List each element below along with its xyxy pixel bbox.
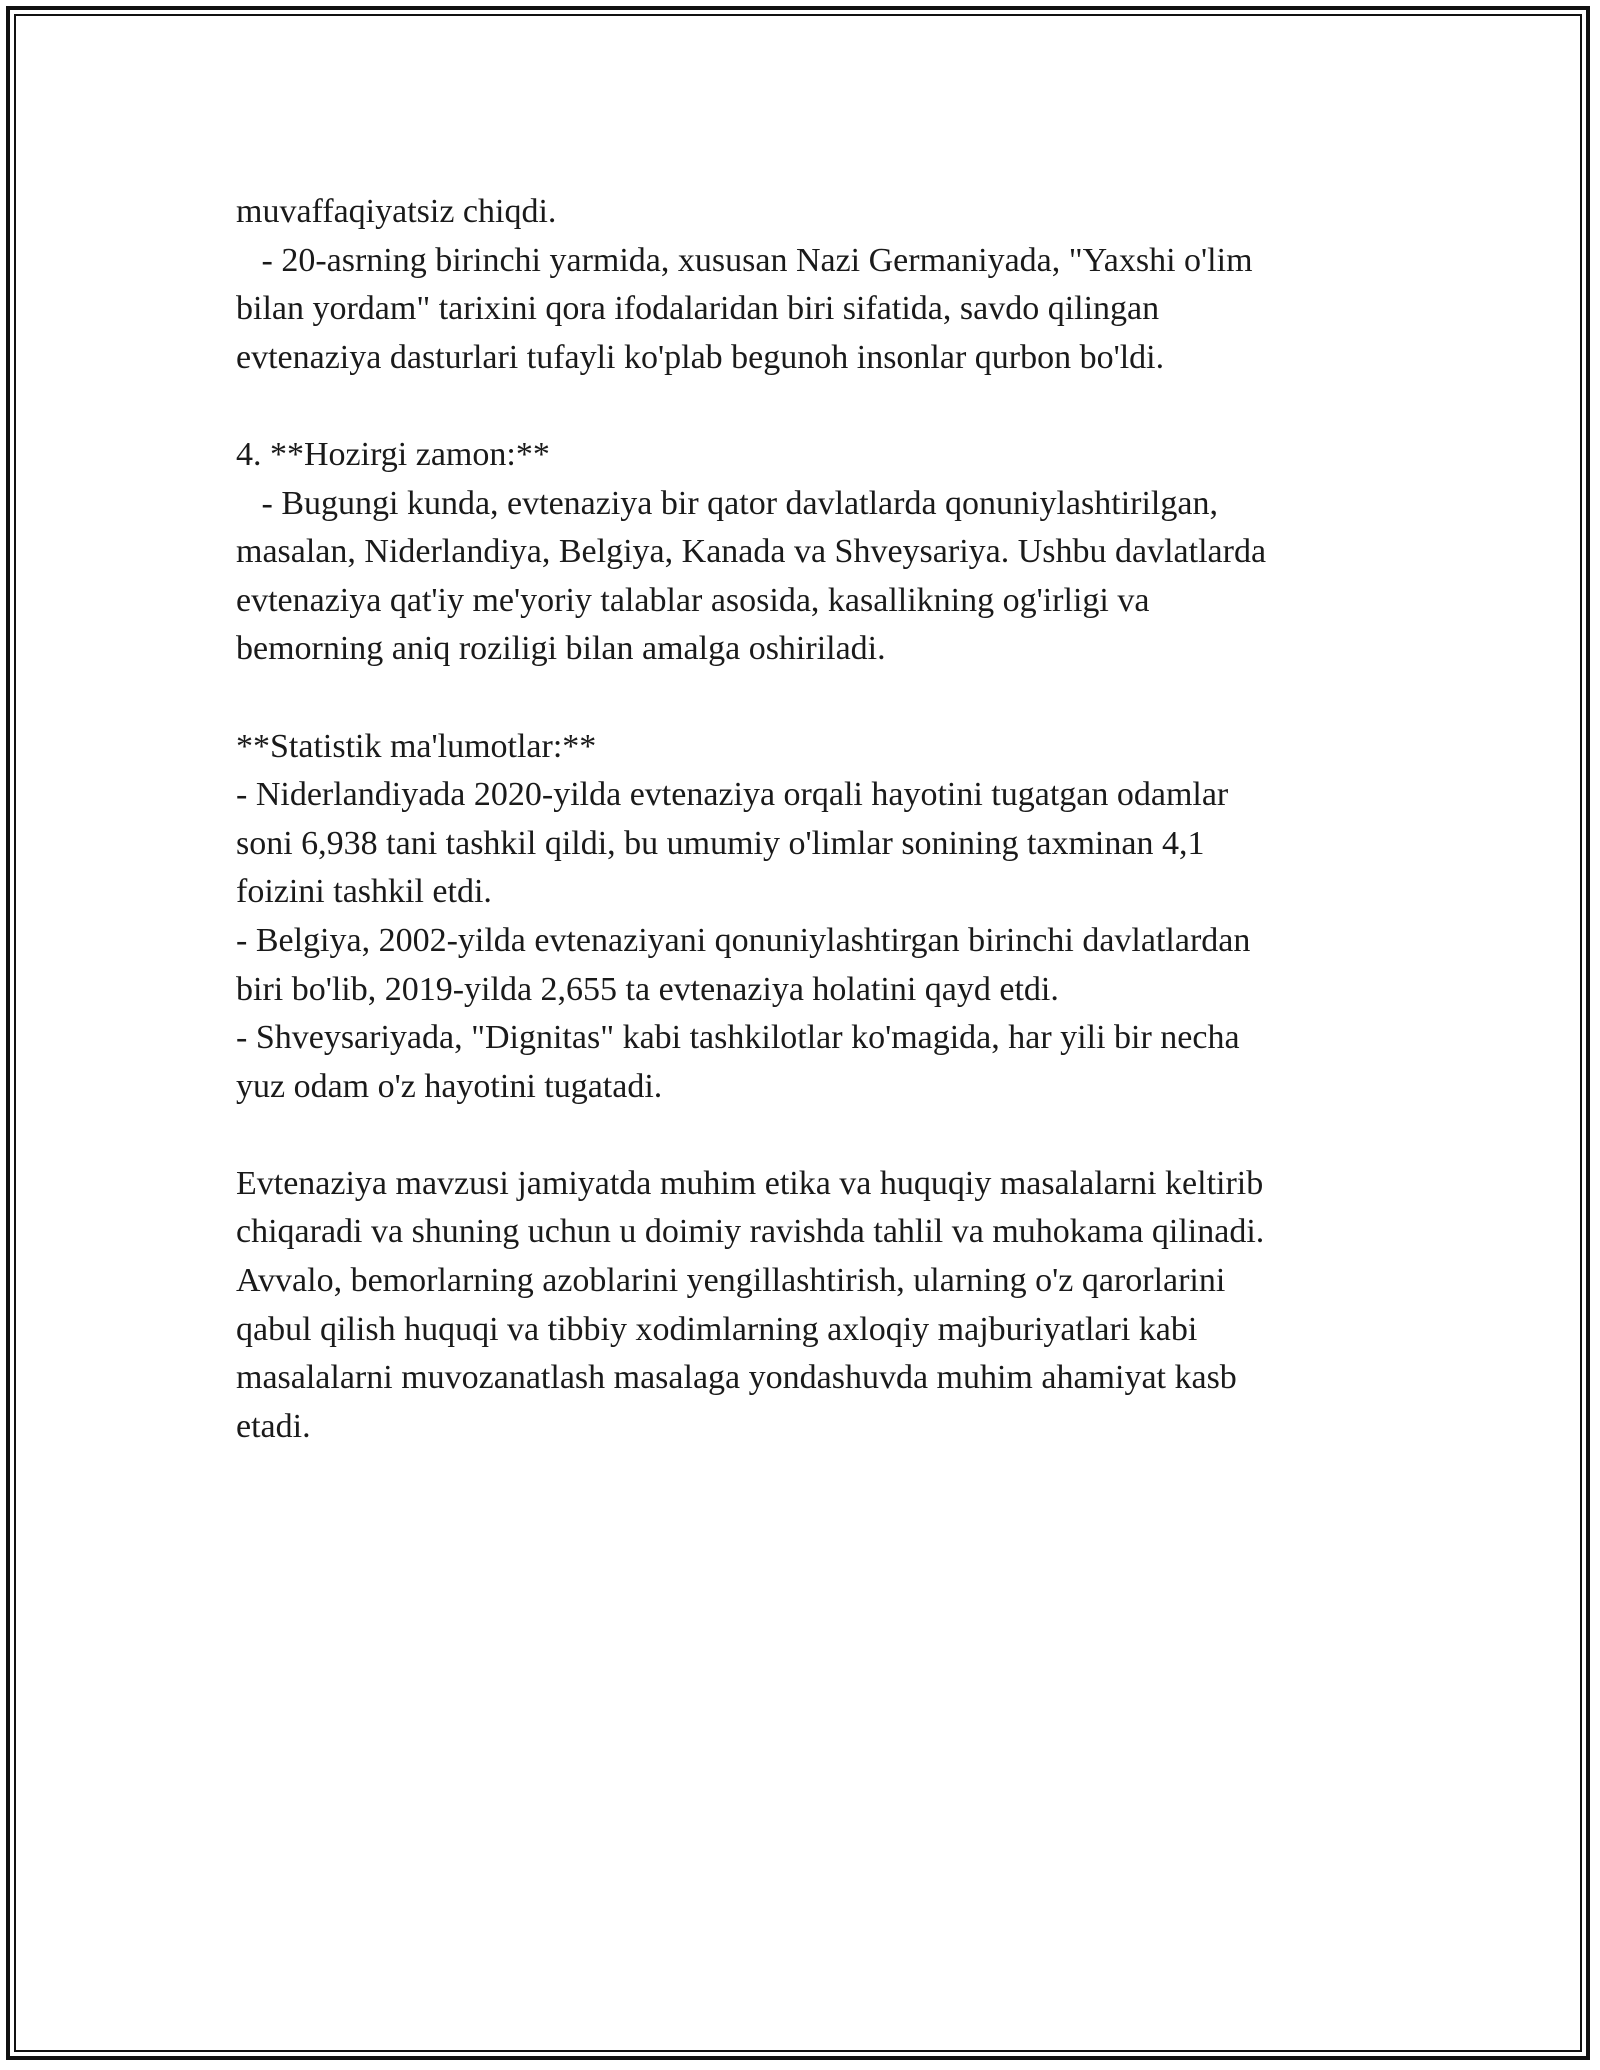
- text-line: etadi.: [236, 1407, 311, 1445]
- text-line: - Bugungi kunda, evtenaziya bir qator davlatlarda qonuniylashtirilgan,: [236, 484, 1218, 522]
- document-body: [236, 188, 1366, 1451]
- list-item: - Niderlandiyada 2020-yilda evtenaziya orqali hayotini tugatgan odamlar: [236, 776, 1229, 814]
- text-line: evtenaziya qat'iy me'yoriy talablar asosida, kasallikning og'irligi va: [236, 581, 1150, 619]
- paragraph-conclusion: [236, 1160, 1366, 1452]
- paragraph-history-continuation: [236, 188, 1366, 382]
- text-line: masalan, Niderlandiya, Belgiya, Kanada va Shveysariya. Ushbu davlatlarda: [236, 533, 1267, 571]
- text-line: qabul qilish huquqi va tibbiy xodimlarning axloqiy majburiyatlari kabi: [236, 1310, 1198, 1348]
- list-item: - Shveysariyada, "Dignitas" kabi tashkilotlar ko'magida, har yili bir necha: [236, 1019, 1240, 1057]
- text-line: soni 6,938 tani tashkil qildi, bu umumiy o'limlar sonining taxminan 4,1: [236, 824, 1205, 862]
- paragraph-spacer: [236, 674, 1366, 723]
- list-item: - Belgiya, 2002-yilda evtenaziyani qonuniylashtirgan birinchi davlatlardan: [236, 921, 1251, 959]
- text-line: yuz odam o'z hayotini tugatadi.: [236, 1067, 663, 1105]
- paragraph-spacer: [236, 382, 1366, 431]
- text-line: - 20-asrning birinchi yarmida, xususan Nazi Germaniyada, "Yaxshi o'lim: [236, 241, 1253, 279]
- text-line: biri bo'lib, 2019-yilda 2,655 ta evtenaziya holatini qayd etdi.: [236, 970, 1059, 1008]
- text-line: muvaffaqiyatsiz chiqdi.: [236, 193, 557, 230]
- text-line: foizini tashkil etdi.: [236, 873, 492, 911]
- section-heading: 4. **Hozirgi zamon:**: [236, 435, 550, 473]
- text-line: Avvalo, bemorlarning azoblarini yengillashtirish, ularning o'z qarorlarini: [236, 1262, 1226, 1300]
- text-line: evtenaziya dasturlari tufayli ko'plab begunoh insonlar qurbon bo'ldi.: [236, 338, 1165, 376]
- paragraph-spacer: [236, 1111, 1366, 1160]
- text-line: chiqaradi va shuning uchun u doimiy ravishda tahlil va muhokama qilinadi.: [236, 1213, 1265, 1251]
- text-line: bemorning aniq roziligi bilan amalga oshiriladi.: [236, 630, 886, 668]
- text-line: masalalarni muvozanatlash masalaga yondashuvda muhim ahamiyat kasb: [236, 1359, 1237, 1397]
- text-line: bilan yordam" tarixini qora ifodalaridan biri sifatida, savdo qilingan: [236, 290, 1160, 328]
- text-line: Evtenaziya mavzusi jamiyatda muhim etika va huquqiy masalalarni keltirib: [236, 1164, 1264, 1202]
- paragraph-modern-era: [236, 431, 1366, 674]
- section-heading: **Statistik ma'lumotlar:**: [236, 727, 597, 765]
- paragraph-statistics: [236, 723, 1366, 1112]
